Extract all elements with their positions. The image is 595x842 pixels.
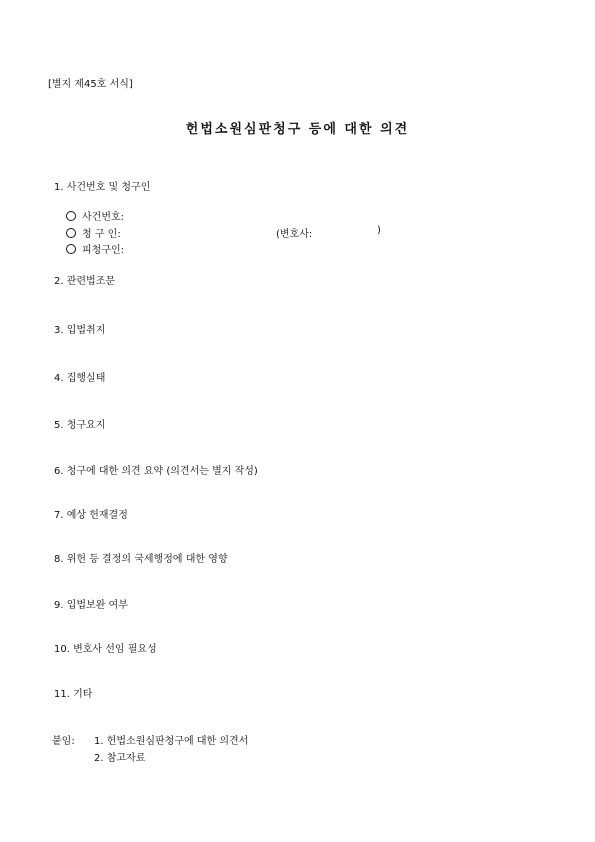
- section-expected-decision: 7. 예상 헌재결정: [54, 510, 128, 521]
- circle-bullet-icon: [66, 228, 76, 238]
- attachment-item-opinion: 1. 헌법소원심판청구에 대한 의견서: [94, 736, 249, 747]
- claimant-item: [66, 225, 121, 240]
- section-related-law: 2. 관련법조문: [54, 276, 116, 287]
- section-impact-on-tax-admin: 8. 위헌 등 결정의 국세행정에 대한 영향: [54, 554, 228, 565]
- section-opinion-summary: 6. 청구에 대한 의견 요약 (의견서는 별지 작성): [54, 466, 258, 477]
- attachments-label: 붙임:: [52, 736, 75, 747]
- section-enforcement-status: 4. 집행실태: [54, 373, 106, 384]
- circle-bullet-icon: [66, 244, 76, 254]
- respondent-item: [66, 241, 124, 256]
- section-claim-summary: 5. 청구요지: [54, 420, 106, 431]
- case-number-label: 사건번호:: [82, 212, 125, 223]
- form-number-label: [별지 제45호 서식]: [48, 79, 133, 90]
- claimant-label: 청 구 인:: [82, 229, 121, 240]
- section-legislative-intent: 3. 입법취지: [54, 325, 106, 336]
- respondent-label: 피청구인:: [82, 245, 125, 256]
- section-other: 11. 기타: [54, 689, 93, 700]
- lawyer-label: (변호사:: [276, 229, 313, 240]
- circle-bullet-icon: [66, 211, 76, 221]
- case-number-item: [66, 208, 124, 223]
- section-case-and-claimant: 1. 사건번호 및 청구인: [54, 182, 151, 193]
- document-title: 헌법소원심판청구 등에 대한 의견: [185, 122, 410, 137]
- section-lawyer-necessity: 10. 변호사 선임 필요성: [54, 644, 157, 655]
- attachment-item-references: 2. 참고자료: [94, 753, 146, 764]
- lawyer-close-paren: ): [377, 225, 381, 236]
- section-legislative-supplement: 9. 입법보완 여부: [54, 600, 128, 611]
